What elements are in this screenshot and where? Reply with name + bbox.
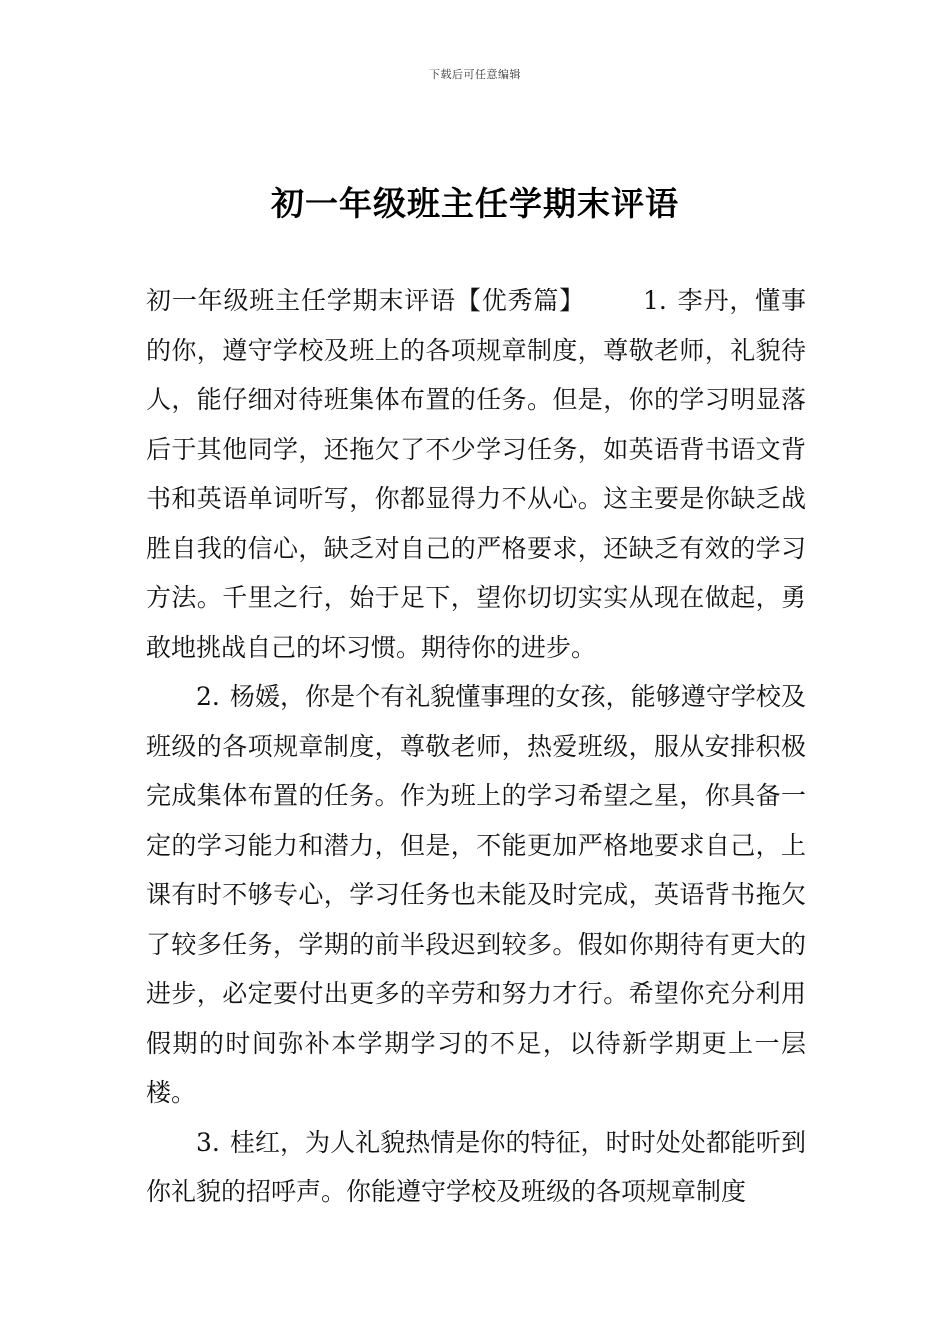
paragraph-text: 杨媛，你是个有礼貌懂事理的女孩，能够遵守学校及班级的各项规章制度，尊敬老师，热爱班级，服从安排积极完成集体布置的任务。作为班上的学习希望之星，你具备一定的学习能力和潜力，但是，不能更加严格地要求自己，上课有时不够专心，学习任务也未能及时完成，英语背书拖欠了较多任务，学期的前半段迟到较多。假如你期待有更大的进步，必定要付出更多的辛劳和努力才行。希望你充分利用假期的时间弥补本学期学习的不足，以待新学期更上一层楼。	[146, 682, 806, 1107]
document-title: 初一年级班主任学期末评语	[271, 184, 679, 223]
paragraph-1	[146, 276, 806, 672]
document-body	[146, 276, 806, 1217]
paragraph-number: 2.	[196, 682, 220, 711]
intro-label: 初一年级班主任学期末评语【优秀篇】	[146, 286, 585, 315]
paragraph-2	[146, 672, 806, 1118]
header-note: 下载后可任意编辑	[429, 68, 521, 81]
paragraph-number: 1.	[643, 286, 667, 315]
paragraph-text: 李丹，懂事的你，遵守学校及班上的各项规章制度，尊敬老师，礼貌待人，能仔细对待班集体布置的任务。但是，你的学习明显落后于其他同学，还拖欠了不少学习任务，如英语背书语文背书和英语单词听写，你都显得力不从心。这主要是你缺乏战胜自我的信心，缺乏对自己的严格要求，还缺乏有效的学习方法。千里之行，始于足下，望你切切实实从现在做起，勇敢地挑战自己的坏习惯。期待你的进步。	[146, 286, 806, 662]
paragraph-number: 3.	[196, 1127, 220, 1157]
paragraph-3	[146, 1118, 806, 1217]
paragraph-text: 桂红，为人礼貌热情是你的特征，时时处处都能听到你礼貌的招呼声。你能遵守学校及班级的各项规章制度	[146, 1127, 806, 1206]
